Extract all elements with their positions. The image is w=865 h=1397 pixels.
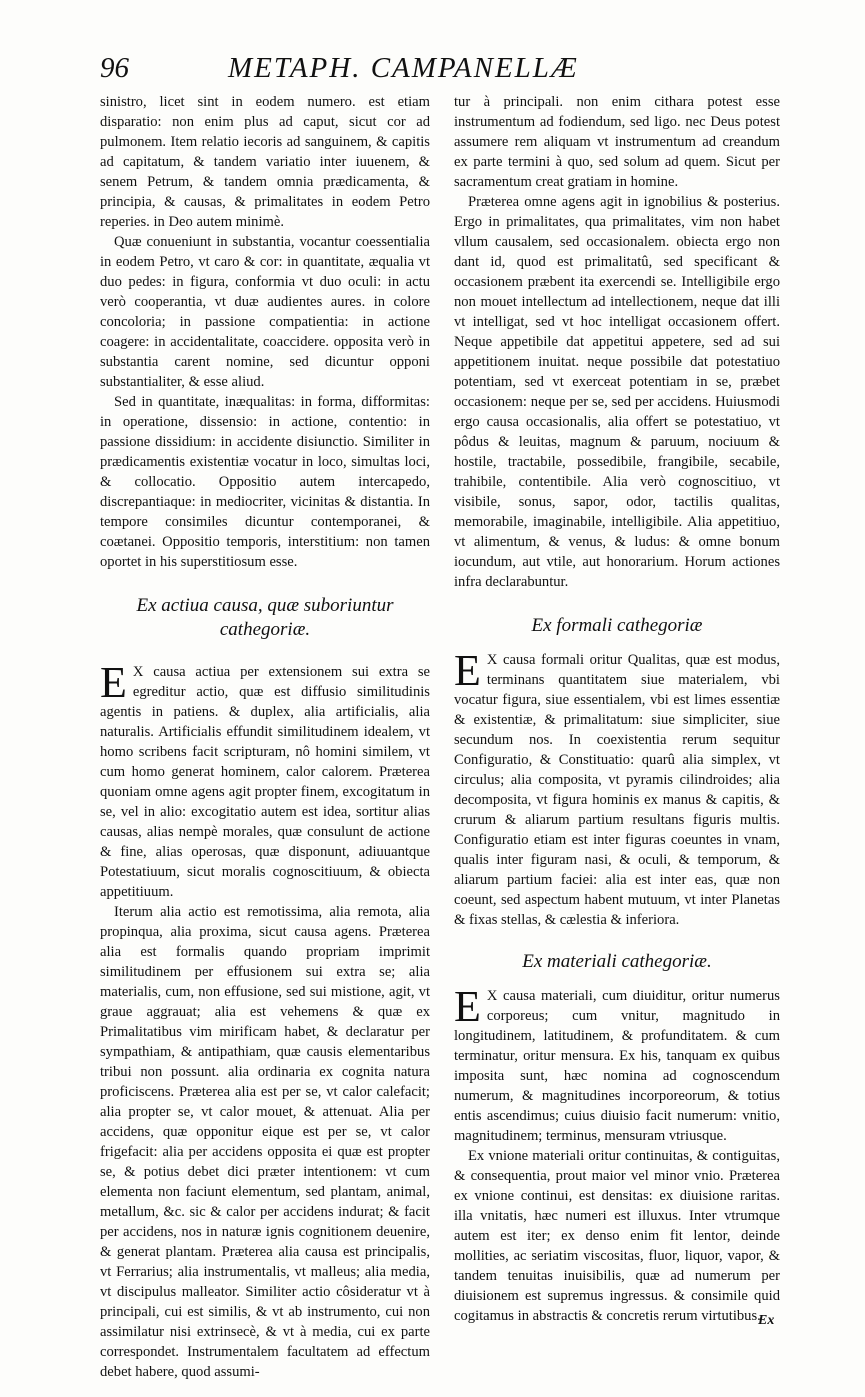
- right-paragraph-5: Ex vnione materiali oritur continuitas, & contiguitas, & consequentia, prout maior vel minor vnio. Præterea ex vnione continui, est densitas: ex diuisione raritas. illa vnitatis, hæc numeri est illuxus. Inter vtrumque autem est iter; ex denso enim fit lentor, deinde mollities, ac seriatim viscositas, fluor, liquor, vapor, & tandem tenuitas inuisibilis, quæ ad numerum per diuisionem est supremus ingressus. & consimile quid cogitamus in abstractis & concretis rerum virtutibus.: [454, 1148, 780, 1324]
- right-paragraph-1: tur à principali. non enim cithara potest esse instrumentum ad fodiendum, sed ligo. nec Deus potest assumere rem aliquam vt instrumentum ad creandum ex parte termini à quo, sed solum ad quem. Sicut per sacramentum creat gratiam in homine.: [454, 94, 780, 190]
- drop-cap-initial: E: [100, 658, 127, 707]
- left-paragraph-4: [100, 658, 430, 902]
- left-paragraph-1: sinistro, licet sint in eodem numero. est etiam disparatio: non enim plus ad caput, sicut cor ad pulmonem. Item relatio iecoris ad sanguinem, & capitis ad capitatum, & tandem variatio inter iuuenem, & senem Petrum, & tandem omnia prædicamenta, & principia, & causas, & primalitates in eodem Petro reperies. in Deo autem minimè.: [100, 94, 430, 230]
- right-paragraph-2: Præterea omne agens agit in ignobilius & posterius. Ergo in primalitates, qua primalitates, vim non habet vllum causalem, sed occasionalem. obiecta ergo non dant id, quod est primalitatû, sed specificant & occasionem præbent ita exercendi se. Intelligibile ergo non mouet intellectum ad intellectionem, neque dat illi vt intelligat, sed vt hoc intelligat occasionem offert. Neque appetibile dat appetitui appetere, sed ad sui appetitionem inuitat. neque possibile dat potestatiuo potentiam, sed vt exerceat potentiam in se, præbet occasionem: neque per se, sed per accidens. Huiusmodi ergo causa occasionalis, alia offert se potestatiuo, vt pôdus & leuitas, magnum & paruum, nociuum & hostile, tractabile, possedibile, frangibile, secabile, trahibile, contentibile. Alia verò cognoscitiuo, vt visibile, sonus, sapor, odor, tactilis qualitas, memorabile, imaginabile, intelligibile. Alia appetitiuo, vt alimentum, & venus, & ludus: & omne bonum iocundum, aut vtile, aut honorarium. Horum actiones infra declarabuntur.: [454, 194, 780, 590]
- page-header: [100, 52, 740, 92]
- right-column: [454, 92, 780, 1326]
- section-heading-formali: Ex formali cathegoriæ: [531, 615, 703, 636]
- left-paragraph-2: Quæ conueniunt in substantia, vocantur coessentialia in eodem Petro, vt caro & cor: in quantitate, æqualia vt duo pedes: in figura, conformia vt duo oculi: in actu verò cooperantia, vt duæ audientes aures. in colore concoloria; in passione compatientia: in actione coagere: in accidentalitate, coaccidere. opposita verò in substantia carent nomine, sed dicuntur opponi substantialiter, & esse aliud.: [100, 234, 430, 390]
- running-title: METAPH. CAMPANELLÆ: [228, 52, 579, 84]
- left-paragraph-5: Iterum alia actio est remotissima, alia remota, alia propinqua, alia proxima, sicut causa agens. Præterea alia est formalis quando propriam imprimit similitudinem per effusionem sui extra se; alia materialis, cum, non effusione, sed sui mistione, agit, vt graue aggrauat; alia est vehemens & quæ ex Primalitatibus vim mirificam habet, & declaratur per sympathiam, & antipathiam, quæ causis elementaribus tribui non possunt. alia ordinaria ex cognita natura proficiscens. Præterea alia est per se, vt calor calefacit; alia propter se, vt calor mouet, & attenuat. Alia per accidens, quæ opponitur eique est per se, vt calor frigefacit: alia per accidens opposita ei quæ est propter se, & potius debet dici præter intentionem: vt cum elementa non faciunt elementum, sed plantam, animal, metallum, &c. sic & calor per accidens indurat; & facit per accidens, nos in naturæ ignis cognitionem deuenire, & generat plantam. Præterea alia causa est principalis, vt Ferrarius; alia instrumentalis, vt malleus; alia media, vt discipulus malleator. Similiter actio côsideratur vt à principali, cui est similis, & vt ab instrumento, cui non assimilatur nisi extrinsecè, & vt à media, cui ex parte correspondet. Instrumentalem facultatem ad effectum debet habere, quod assumi-: [100, 904, 430, 1380]
- section-heading-actiua: [100, 594, 430, 642]
- left-column: [100, 92, 430, 1382]
- drop-cap-initial: E: [454, 646, 481, 695]
- drop-cap-initial: E: [454, 982, 481, 1031]
- left-paragraph-3: Sed in quantitate, inæqualitas: in forma, difformitas: in operatione, dissensio: in actione, contentio: in passione dissidium: in accidente disiunctio. Similiter in prædicamentis existentiæ vocatur in loco, simultas loci, & collocatio. Oppositio autem intercapedo, discrepantiaque: in mediocriter, vicinitas & distantia. In tempore consimiles dicuntur contemporanei, & coætanei. Oppositio temporis, interstitium: non tamen oportet in his superstitiosum esse.: [100, 394, 430, 570]
- section-heading-actiua-line1: Ex actiua causa, quæ suboriuntur: [136, 595, 394, 616]
- section-heading-actiua-line2: cathegoriæ.: [219, 619, 311, 640]
- right-paragraph-4: [454, 982, 780, 1146]
- right-paragraph-3: [454, 646, 780, 930]
- right-paragraph-4-text: X causa materiali, cum diuiditur, oritur numerus corporeus; cum vnitur, magnitudo in longitudinem, latitudinem, & profunditatem. & cum terminatur, oritur mensura. Ex his, tanquam ex quibus imposita sunt, hæc nomina ad cognoscendum numerum, & magnitudines incorporeorum, & totius entis ascendimus; cuius diuisio facit numerum: vnitio, magnitudinem; terminus, mensuram vtriusque.: [454, 988, 780, 1144]
- catchword: Ex: [758, 1313, 775, 1328]
- left-paragraph-4-text: X causa actiua per extensionem sui extra se egreditur actio, quæ est diffusio similitudinis agentis in patiens. & duplex, alia artificialis, alia naturalis. Artificialis effundit similitudinem idealem, vt homo scribens facit scripturam, nô homini similem, vt cum homo generat hominem, calor calorem. Præterea quoniam omne agens agit propter finem, excogitatum in se, vel in alio: excogitatio autem est idea, sortitur alias causas, alias nempè morales, quæ consulunt de actione & fine, alias operosas, quæ disponunt, adiuuantque Potestatiuum, sicut moralis cognoscitiuum, & obiecta appetitiuum.: [100, 664, 430, 900]
- section-heading-materiali: Ex materiali cathegoriæ.: [522, 951, 712, 972]
- page-number: 96: [100, 52, 129, 84]
- right-paragraph-3-text: X causa formali oritur Qualitas, quæ est modus, terminans quantitatem siue materialem, vbi vocatur figura, siue essentialem, vbi est limes essentiæ & existentiæ, & primalitatum: siue simpliciter, siue secundum nos. In coexistentia rerum sequitur Configuratio, & Constituatio: quarû alia simplex, vt circulus; alia composita, vt pyramis cilindroides; alia decomposita, vt figura hominis ex manus & capitis, & crurum & aliarum partium resultans figuris multis. Configuratio etiam est inter figuras coeuntes in vnam, qualis inter figuram nasi, & oculi, & temporum, & aliarum partium faciei: alia est inter eas, quæ non coeunt, sed aspectum habent mutuum, vt inter Planetas & fixas stellas, & cælestia & inferiora.: [454, 652, 780, 928]
